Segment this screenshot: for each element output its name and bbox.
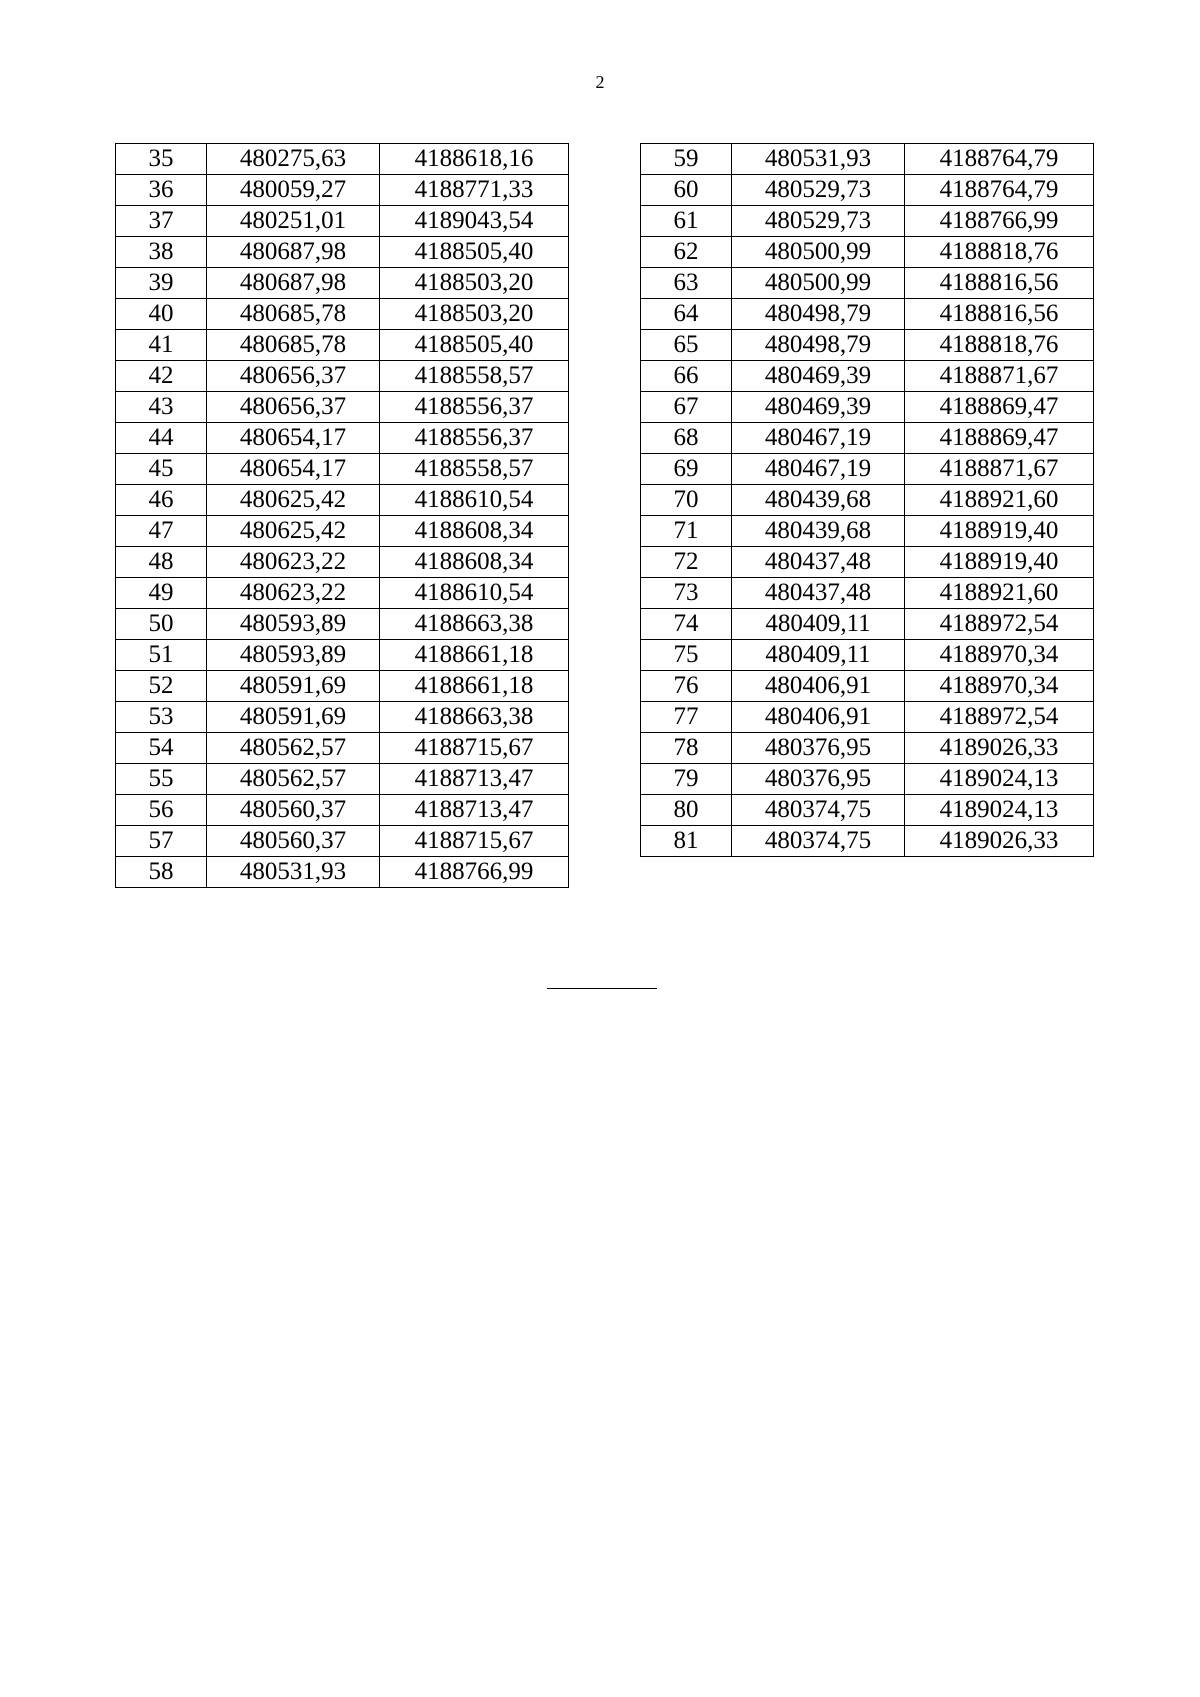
x-coordinate-cell: 480593,89 <box>207 640 380 671</box>
table-row <box>116 237 569 268</box>
table-row <box>116 547 569 578</box>
y-coordinate-cell: 4188503,20 <box>380 299 569 330</box>
y-coordinate-cell: 4188818,76 <box>905 330 1094 361</box>
x-coordinate-cell: 480654,17 <box>207 454 380 485</box>
y-coordinate-cell: 4189026,33 <box>905 826 1094 857</box>
point-number-cell: 37 <box>116 206 207 237</box>
table-row <box>116 361 569 392</box>
coordinates-table-right-body <box>641 144 1094 857</box>
point-number-cell: 79 <box>641 764 732 795</box>
y-coordinate-cell: 4188972,54 <box>905 609 1094 640</box>
y-coordinate-cell: 4188919,40 <box>905 516 1094 547</box>
y-coordinate-cell: 4188618,16 <box>380 144 569 175</box>
table-row <box>116 640 569 671</box>
y-coordinate-cell: 4188766,99 <box>380 857 569 888</box>
point-number-cell: 58 <box>116 857 207 888</box>
table-row <box>641 206 1094 237</box>
x-coordinate-cell: 480593,89 <box>207 609 380 640</box>
point-number-cell: 60 <box>641 175 732 206</box>
y-coordinate-cell: 4188871,67 <box>905 361 1094 392</box>
y-coordinate-cell: 4188816,56 <box>905 299 1094 330</box>
y-coordinate-cell: 4188558,57 <box>380 454 569 485</box>
point-number-cell: 65 <box>641 330 732 361</box>
x-coordinate-cell: 480437,48 <box>732 578 905 609</box>
y-coordinate-cell: 4188972,54 <box>905 702 1094 733</box>
point-number-cell: 43 <box>116 392 207 423</box>
y-coordinate-cell: 4188663,38 <box>380 609 569 640</box>
y-coordinate-cell: 4188764,79 <box>905 175 1094 206</box>
y-coordinate-cell: 4188503,20 <box>380 268 569 299</box>
table-row <box>641 299 1094 330</box>
point-number-cell: 54 <box>116 733 207 764</box>
coordinates-table-right <box>640 143 1094 857</box>
x-coordinate-cell: 480251,01 <box>207 206 380 237</box>
x-coordinate-cell: 480625,42 <box>207 485 380 516</box>
y-coordinate-cell: 4188818,76 <box>905 237 1094 268</box>
table-row <box>116 578 569 609</box>
point-number-cell: 67 <box>641 392 732 423</box>
x-coordinate-cell: 480498,79 <box>732 299 905 330</box>
x-coordinate-cell: 480685,78 <box>207 299 380 330</box>
x-coordinate-cell: 480374,75 <box>732 826 905 857</box>
x-coordinate-cell: 480500,99 <box>732 237 905 268</box>
x-coordinate-cell: 480059,27 <box>207 175 380 206</box>
y-coordinate-cell: 4188921,60 <box>905 485 1094 516</box>
point-number-cell: 78 <box>641 733 732 764</box>
y-coordinate-cell: 4188715,67 <box>380 826 569 857</box>
table-row <box>116 175 569 206</box>
point-number-cell: 69 <box>641 454 732 485</box>
point-number-cell: 72 <box>641 547 732 578</box>
y-coordinate-cell: 4188505,40 <box>380 237 569 268</box>
y-coordinate-cell: 4188919,40 <box>905 547 1094 578</box>
table-row <box>116 702 569 733</box>
y-coordinate-cell: 4188663,38 <box>380 702 569 733</box>
x-coordinate-cell: 480591,69 <box>207 671 380 702</box>
point-number-cell: 59 <box>641 144 732 175</box>
x-coordinate-cell: 480656,37 <box>207 361 380 392</box>
table-row <box>116 764 569 795</box>
x-coordinate-cell: 480374,75 <box>732 795 905 826</box>
x-coordinate-cell: 480376,95 <box>732 733 905 764</box>
point-number-cell: 40 <box>116 299 207 330</box>
table-row <box>116 206 569 237</box>
y-coordinate-cell: 4188713,47 <box>380 764 569 795</box>
y-coordinate-cell: 4188608,34 <box>380 547 569 578</box>
point-number-cell: 45 <box>116 454 207 485</box>
y-coordinate-cell: 4189024,13 <box>905 795 1094 826</box>
point-number-cell: 44 <box>116 423 207 454</box>
x-coordinate-cell: 480376,95 <box>732 764 905 795</box>
table-row <box>641 454 1094 485</box>
x-coordinate-cell: 480467,19 <box>732 423 905 454</box>
y-coordinate-cell: 4188610,54 <box>380 485 569 516</box>
y-coordinate-cell: 4188608,34 <box>380 516 569 547</box>
point-number-cell: 73 <box>641 578 732 609</box>
table-row <box>641 175 1094 206</box>
table-row <box>116 671 569 702</box>
point-number-cell: 62 <box>641 237 732 268</box>
x-coordinate-cell: 480654,17 <box>207 423 380 454</box>
y-coordinate-cell: 4188713,47 <box>380 795 569 826</box>
y-coordinate-cell: 4188766,99 <box>905 206 1094 237</box>
y-coordinate-cell: 4188610,54 <box>380 578 569 609</box>
x-coordinate-cell: 480625,42 <box>207 516 380 547</box>
table-row <box>641 423 1094 454</box>
table-row <box>641 392 1094 423</box>
x-coordinate-cell: 480562,57 <box>207 764 380 795</box>
table-row <box>116 485 569 516</box>
x-coordinate-cell: 480439,68 <box>732 516 905 547</box>
point-number-cell: 61 <box>641 206 732 237</box>
table-row <box>641 733 1094 764</box>
table-row <box>116 423 569 454</box>
table-row <box>116 454 569 485</box>
point-number-cell: 64 <box>641 299 732 330</box>
x-coordinate-cell: 480560,37 <box>207 795 380 826</box>
point-number-cell: 41 <box>116 330 207 361</box>
x-coordinate-cell: 480275,63 <box>207 144 380 175</box>
x-coordinate-cell: 480623,22 <box>207 578 380 609</box>
table-row <box>116 268 569 299</box>
x-coordinate-cell: 480687,98 <box>207 268 380 299</box>
point-number-cell: 74 <box>641 609 732 640</box>
table-row <box>641 764 1094 795</box>
x-coordinate-cell: 480685,78 <box>207 330 380 361</box>
table-row <box>641 547 1094 578</box>
x-coordinate-cell: 480469,39 <box>732 392 905 423</box>
x-coordinate-cell: 480406,91 <box>732 702 905 733</box>
x-coordinate-cell: 480562,57 <box>207 733 380 764</box>
y-coordinate-cell: 4188816,56 <box>905 268 1094 299</box>
x-coordinate-cell: 480409,11 <box>732 609 905 640</box>
point-number-cell: 47 <box>116 516 207 547</box>
table-row <box>641 609 1094 640</box>
table-row <box>116 826 569 857</box>
point-number-cell: 51 <box>116 640 207 671</box>
point-number-cell: 42 <box>116 361 207 392</box>
x-coordinate-cell: 480500,99 <box>732 268 905 299</box>
y-coordinate-cell: 4188556,37 <box>380 423 569 454</box>
y-coordinate-cell: 4188764,79 <box>905 144 1094 175</box>
y-coordinate-cell: 4188556,37 <box>380 392 569 423</box>
x-coordinate-cell: 480623,22 <box>207 547 380 578</box>
y-coordinate-cell: 4188921,60 <box>905 578 1094 609</box>
table-row <box>641 795 1094 826</box>
point-number-cell: 56 <box>116 795 207 826</box>
table-row <box>641 826 1094 857</box>
x-coordinate-cell: 480529,73 <box>732 206 905 237</box>
table-row <box>641 361 1094 392</box>
y-coordinate-cell: 4188970,34 <box>905 640 1094 671</box>
point-number-cell: 36 <box>116 175 207 206</box>
coordinates-table-left-body <box>116 144 569 888</box>
point-number-cell: 77 <box>641 702 732 733</box>
point-number-cell: 46 <box>116 485 207 516</box>
x-coordinate-cell: 480406,91 <box>732 671 905 702</box>
coordinates-table-left <box>115 143 569 888</box>
y-coordinate-cell: 4188970,34 <box>905 671 1094 702</box>
table-row <box>116 392 569 423</box>
point-number-cell: 66 <box>641 361 732 392</box>
point-number-cell: 63 <box>641 268 732 299</box>
table-row <box>116 330 569 361</box>
y-coordinate-cell: 4188869,47 <box>905 423 1094 454</box>
table-row <box>641 330 1094 361</box>
y-coordinate-cell: 4188869,47 <box>905 392 1094 423</box>
end-of-document-rule <box>547 988 657 989</box>
table-row <box>641 516 1094 547</box>
table-row <box>641 237 1094 268</box>
y-coordinate-cell: 4188871,67 <box>905 454 1094 485</box>
table-row <box>116 795 569 826</box>
table-row <box>116 733 569 764</box>
x-coordinate-cell: 480687,98 <box>207 237 380 268</box>
table-row <box>641 144 1094 175</box>
x-coordinate-cell: 480437,48 <box>732 547 905 578</box>
x-coordinate-cell: 480439,68 <box>732 485 905 516</box>
table-row <box>116 609 569 640</box>
point-number-cell: 68 <box>641 423 732 454</box>
y-coordinate-cell: 4188661,18 <box>380 640 569 671</box>
y-coordinate-cell: 4189043,54 <box>380 206 569 237</box>
point-number-cell: 70 <box>641 485 732 516</box>
table-row <box>641 671 1094 702</box>
y-coordinate-cell: 4188715,67 <box>380 733 569 764</box>
x-coordinate-cell: 480467,19 <box>732 454 905 485</box>
point-number-cell: 57 <box>116 826 207 857</box>
point-number-cell: 75 <box>641 640 732 671</box>
y-coordinate-cell: 4189026,33 <box>905 733 1094 764</box>
point-number-cell: 52 <box>116 671 207 702</box>
table-row <box>641 485 1094 516</box>
point-number-cell: 35 <box>116 144 207 175</box>
table-row <box>641 268 1094 299</box>
x-coordinate-cell: 480656,37 <box>207 392 380 423</box>
point-number-cell: 81 <box>641 826 732 857</box>
table-row <box>116 857 569 888</box>
table-row <box>641 640 1094 671</box>
x-coordinate-cell: 480498,79 <box>732 330 905 361</box>
y-coordinate-cell: 4189024,13 <box>905 764 1094 795</box>
x-coordinate-cell: 480560,37 <box>207 826 380 857</box>
y-coordinate-cell: 4188661,18 <box>380 671 569 702</box>
point-number-cell: 71 <box>641 516 732 547</box>
table-row <box>116 516 569 547</box>
table-row <box>641 702 1094 733</box>
x-coordinate-cell: 480469,39 <box>732 361 905 392</box>
table-row <box>116 299 569 330</box>
point-number-cell: 53 <box>116 702 207 733</box>
x-coordinate-cell: 480529,73 <box>732 175 905 206</box>
table-row <box>641 578 1094 609</box>
point-number-cell: 49 <box>116 578 207 609</box>
table-row <box>116 144 569 175</box>
y-coordinate-cell: 4188505,40 <box>380 330 569 361</box>
x-coordinate-cell: 480531,93 <box>732 144 905 175</box>
x-coordinate-cell: 480409,11 <box>732 640 905 671</box>
x-coordinate-cell: 480591,69 <box>207 702 380 733</box>
point-number-cell: 55 <box>116 764 207 795</box>
point-number-cell: 76 <box>641 671 732 702</box>
point-number-cell: 80 <box>641 795 732 826</box>
x-coordinate-cell: 480531,93 <box>207 857 380 888</box>
point-number-cell: 48 <box>116 547 207 578</box>
page-number: 2 <box>595 72 605 92</box>
point-number-cell: 39 <box>116 268 207 299</box>
y-coordinate-cell: 4188771,33 <box>380 175 569 206</box>
y-coordinate-cell: 4188558,57 <box>380 361 569 392</box>
point-number-cell: 50 <box>116 609 207 640</box>
point-number-cell: 38 <box>116 237 207 268</box>
